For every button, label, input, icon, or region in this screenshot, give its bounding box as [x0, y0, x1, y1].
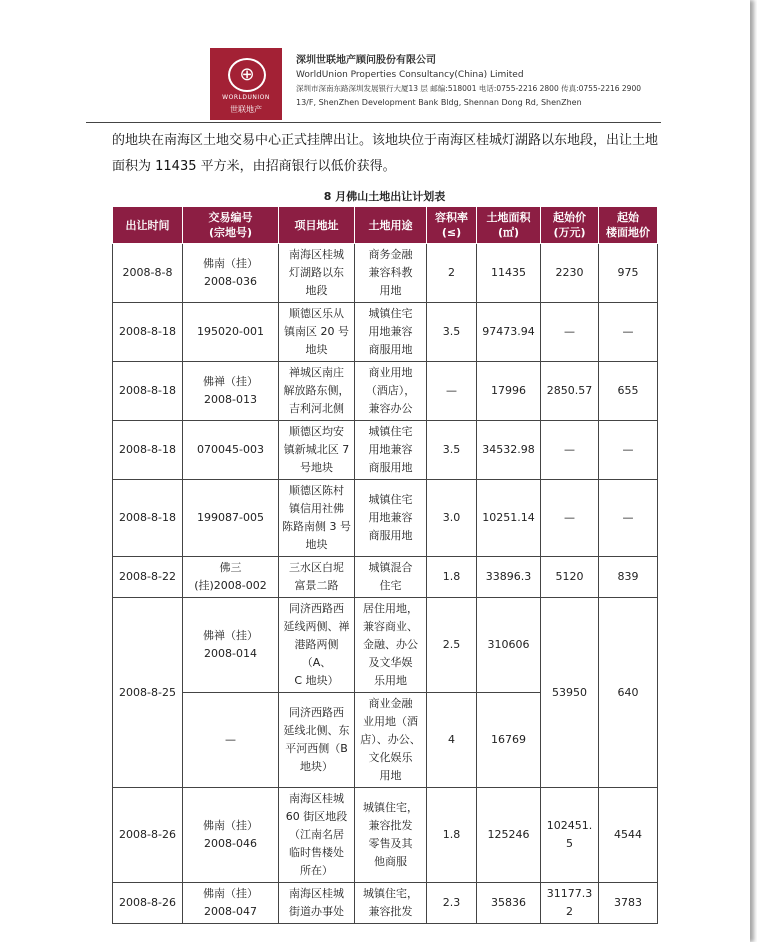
column-header: 出让时间 — [113, 207, 183, 244]
table-cell: 3783 — [599, 883, 658, 924]
table-cell: 佛南（挂） 2008-036 — [183, 244, 279, 303]
column-header: 土地面积 (㎡) — [477, 207, 541, 244]
table-cell: 佛南（挂） 2008-046 — [183, 788, 279, 883]
table-cell: 310606 — [477, 598, 541, 693]
logo-text-cn: 世联地产 — [230, 105, 262, 114]
table-cell: 城镇混合 住宅 — [355, 557, 427, 598]
company-address-cn: 深圳市深南东路深圳发展银行大厦13 层 邮编:518001 电话:0755-2216 2800 传真:0755-2216 2900 — [296, 84, 641, 93]
table-cell: 125246 — [477, 788, 541, 883]
table-row — [113, 303, 658, 362]
table-cell: — — [541, 303, 599, 362]
logo-text-en: WORLDUNION — [222, 94, 270, 101]
table-cell: 3.0 — [427, 480, 477, 557]
table-cell: 同济西路西 延线北侧、东 平河西侧（B 地块） — [279, 693, 355, 788]
table-cell: 城镇住宅 用地兼容 商服用地 — [355, 303, 427, 362]
column-header: 交易编号 (宗地号) — [183, 207, 279, 244]
table-cell: 102451. 5 — [541, 788, 599, 883]
table-cell: 975 — [599, 244, 658, 303]
table-cell: 2.3 — [427, 883, 477, 924]
table-cell: 商业金融 业用地（酒 店）、办公、 文化娱乐 用地 — [355, 693, 427, 788]
column-header: 土地用途 — [355, 207, 427, 244]
table-cell: 655 — [599, 362, 658, 421]
table-cell: 17996 — [477, 362, 541, 421]
table-cell: 2008-8-26 — [113, 883, 183, 924]
table-cell: 居住用地， 兼容商业、 金融、办公 及文华娱 乐用地 — [355, 598, 427, 693]
table-row — [113, 244, 658, 303]
table-cell: 顺德区乐从 镇南区 20 号 地块 — [279, 303, 355, 362]
table-cell: 34532.98 — [477, 421, 541, 480]
column-header: 起始 楼面地价 — [599, 207, 658, 244]
paragraph-line: 面积为 11435 平方米，由招商银行以低价获得。 — [112, 159, 396, 174]
table-cell: 商业用地 （酒店）， 兼容办公 — [355, 362, 427, 421]
table-cell: 顺德区陈村 镇信用社佛 陈路南侧 3 号 地块 — [279, 480, 355, 557]
table-cell: 商务金融 兼容科教 用地 — [355, 244, 427, 303]
body-paragraph — [112, 128, 712, 180]
company-info — [296, 54, 641, 110]
table-cell: 三水区白坭 富景二路 — [279, 557, 355, 598]
table-row — [113, 557, 658, 598]
table-cell: — — [427, 362, 477, 421]
company-name-en: WorldUnion Properties Consultancy(China) Limited — [296, 70, 524, 80]
header-divider — [86, 122, 661, 123]
table-cell: 2008-8-18 — [113, 421, 183, 480]
table-cell: — — [541, 480, 599, 557]
table-cell: 35836 — [477, 883, 541, 924]
table-cell: 2008-8-26 — [113, 788, 183, 883]
table-cell: 2 — [427, 244, 477, 303]
company-logo — [210, 48, 282, 120]
table-cell: 2.5 — [427, 598, 477, 693]
table-cell: 2008-8-8 — [113, 244, 183, 303]
table-header-row — [113, 207, 658, 244]
table-cell: — — [599, 480, 658, 557]
table-cell: 同济西路西 延线两侧、禅 港路两侧（A、 C 地块） — [279, 598, 355, 693]
paragraph-line: 的地块在南海区土地交易中心正式挂牌出让。该地块位于南海区桂城灯湖路以东地段，出让土地 — [112, 133, 659, 148]
table-cell: 2230 — [541, 244, 599, 303]
table-cell: 城镇住宅 用地兼容 商服用地 — [355, 421, 427, 480]
table-cell: 1.8 — [427, 788, 477, 883]
table-cell: 4 — [427, 693, 477, 788]
company-address-en: 13/F, ShenZhen Development Bank Bldg, Shennan Dong Rd, ShenZhen — [296, 98, 582, 107]
table-row — [113, 598, 658, 693]
table-row — [113, 883, 658, 924]
table-cell: — — [541, 421, 599, 480]
table-cell: — — [183, 693, 279, 788]
company-name-cn: 深圳世联地产顾问股份有限公司 — [296, 55, 436, 66]
column-header: 容积率 (≤) — [427, 207, 477, 244]
table-cell: 3.5 — [427, 421, 477, 480]
table-cell: 16769 — [477, 693, 541, 788]
table-cell: 5120 — [541, 557, 599, 598]
column-header: 起始价 (万元) — [541, 207, 599, 244]
table-cell: 城镇住宅， 兼容批发 — [355, 883, 427, 924]
table-cell: 195020-001 — [183, 303, 279, 362]
table-cell: 2008-8-18 — [113, 480, 183, 557]
table-cell: 31177.3 2 — [541, 883, 599, 924]
table-cell: 2008-8-18 — [113, 362, 183, 421]
table-cell: 城镇住宅 用地兼容 商服用地 — [355, 480, 427, 557]
land-plan-table — [112, 206, 658, 924]
table-cell: — — [599, 303, 658, 362]
table-cell: 佛三 (挂)2008-002 — [183, 557, 279, 598]
table-cell: 南海区桂城 街道办事处 — [279, 883, 355, 924]
table-cell: 1.8 — [427, 557, 477, 598]
table-cell: 南海区桂城 60 街区地段 （江南名居 临时售楼处 所在） — [279, 788, 355, 883]
table-cell: 199087-005 — [183, 480, 279, 557]
table-cell: 2850.57 — [541, 362, 599, 421]
table-cell: 33896.3 — [477, 557, 541, 598]
table-cell: 禅城区南庄 解放路东侧， 吉利河北侧 — [279, 362, 355, 421]
table-row — [113, 421, 658, 480]
table-cell: 2008-8-25 — [113, 598, 183, 788]
table-cell: 070045-003 — [183, 421, 279, 480]
table-title: 8 月佛山土地出让计划表 — [323, 190, 446, 203]
column-header: 项目地址 — [279, 207, 355, 244]
table-cell: 10251.14 — [477, 480, 541, 557]
table-cell: 839 — [599, 557, 658, 598]
table-cell: 3.5 — [427, 303, 477, 362]
logo-mark-icon: ⊕ — [228, 58, 266, 92]
table-cell: 2008-8-18 — [113, 303, 183, 362]
table-row — [113, 480, 658, 557]
table-cell: 2008-8-22 — [113, 557, 183, 598]
table-cell: — — [599, 421, 658, 480]
letterhead — [210, 48, 660, 120]
table-cell: 4544 — [599, 788, 658, 883]
table-cell: 佛南（挂） 2008-047 — [183, 883, 279, 924]
table-row — [113, 362, 658, 421]
table-cell: 顺德区均安 镇新城北区 7 号地块 — [279, 421, 355, 480]
table-cell: 53950 — [541, 598, 599, 788]
table-cell: 佛禅（挂） 2008-013 — [183, 362, 279, 421]
table-cell: 南海区桂城 灯湖路以东 地段 — [279, 244, 355, 303]
table-cell: 97473.94 — [477, 303, 541, 362]
table-cell: 11435 — [477, 244, 541, 303]
table-cell: 佛禅（挂） 2008-014 — [183, 598, 279, 693]
table-row — [113, 788, 658, 883]
table-cell: 640 — [599, 598, 658, 788]
table-cell: 城镇住宅， 兼容批发 零售及其 他商服 — [355, 788, 427, 883]
